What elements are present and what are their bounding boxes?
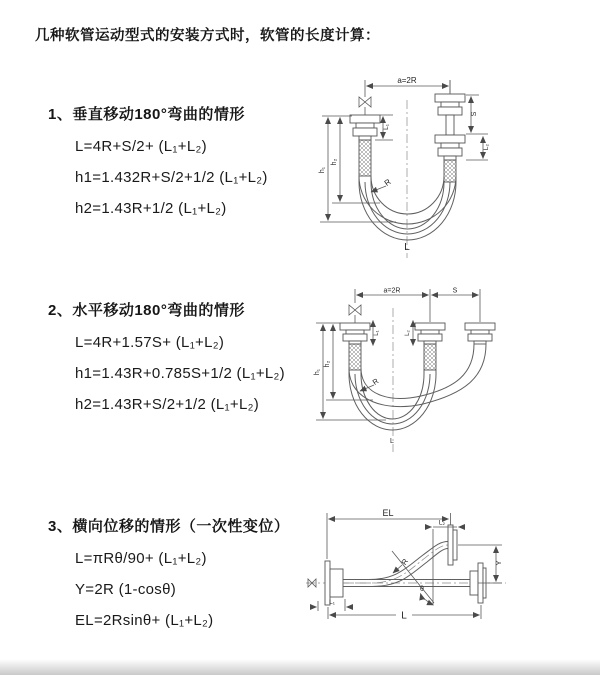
dim-label-s: S [452,287,458,295]
braided-hose-section [424,344,436,370]
section-lateral-displacement [48,516,289,631]
dim-label-l1: L₁ [374,330,380,336]
diagram-horizontal-180-bend [288,282,588,462]
middle-end-fitting [415,323,445,374]
dim-label-r: R [399,557,411,567]
page-title: 几种软管运动型式的安装方式时，软管的长度计算： [35,28,380,44]
valve-icon [359,97,371,107]
dim-label-r: R [382,177,393,188]
dim-label-l: L [390,438,394,445]
section-3-heading: 3、横向位移的情形（一次性变位） [48,518,290,535]
diagram-vertical-180-bend [280,70,580,268]
right-end-fitting-upper [435,80,465,135]
formula-h2-2: h2=1.43R+S/2+1/2 (L₁+L₂) [75,396,260,413]
hose-u-bend-displaced [349,344,486,407]
braided-hose-section [349,344,361,370]
formula-h1-1: h1=1.432R+S/2+1/2 (L₁+L₂) [75,169,268,186]
dim-label-a2r: a=2R [397,76,417,85]
dim-label-r: R [370,376,381,387]
theta-arc [421,594,427,601]
section-vertical-movement [48,104,268,219]
diagram-lateral-displacement [276,503,598,651]
section-horizontal-movement [48,300,285,415]
formula-h1-2: h1=1.43R+0.785S+1/2 (L₁+L₂) [75,365,285,382]
formula-EL-3: EL=2Rsinθ+ (L₁+L₂) [75,612,214,629]
valve-icon [349,305,361,315]
dim-label-h2: h₂ [324,360,331,368]
braided-hose-section [444,160,456,182]
section-1-heading: 1、垂直移动180°弯曲的情形 [48,106,245,123]
dim-label-l2: L₂ [483,143,490,151]
right-end-fitting-lower [435,135,465,182]
dim-label-h1: h₁ [314,368,321,376]
dim-label-l2: L₂ [405,330,411,336]
dim-label-h2: h₂ [331,158,338,166]
dim-label-l1: L₁ [383,124,390,130]
formula-L-1: L=4R+S/2+ (L₁+L₂) [75,138,207,155]
dim-label-y: Y [494,560,503,566]
dim-label-el: EL [382,508,394,518]
scan-edge-shadow [0,659,600,675]
dim-label-theta: θ [420,586,424,593]
dim-extension [355,289,480,322]
dim-label-s: S [471,111,478,117]
left-end-fitting [340,323,370,374]
displaced-end-flange [448,525,457,565]
dim-label-l2: L₂ [438,519,446,527]
formula-Y-3: Y=2R (1-cosθ) [75,581,177,598]
braided-hose-section [359,140,371,176]
dim-label-l1: L₁ [329,599,335,606]
hose-u-bend [359,176,456,240]
dim-label-h1: h₁ [319,166,326,174]
hose-u-bend [349,374,436,430]
dim-label-l: L [401,610,407,622]
formula-L-3: L=πRθ/90+ (L₁+L₂) [75,550,207,567]
dim-label-a2r: a=2R [383,287,401,295]
left-end-fitting [350,115,380,182]
section-2-heading: 2、水平移动180°弯曲的情形 [48,302,245,319]
formula-h2-1: h2=1.43R+1/2 (L₁+L₂) [75,200,227,217]
formula-L-2: L=4R+1.57S+ (L₁+L₂) [75,334,225,351]
dim-label-l: L [404,242,410,253]
right-end-fitting [465,323,495,344]
construction-lines [392,529,434,604]
